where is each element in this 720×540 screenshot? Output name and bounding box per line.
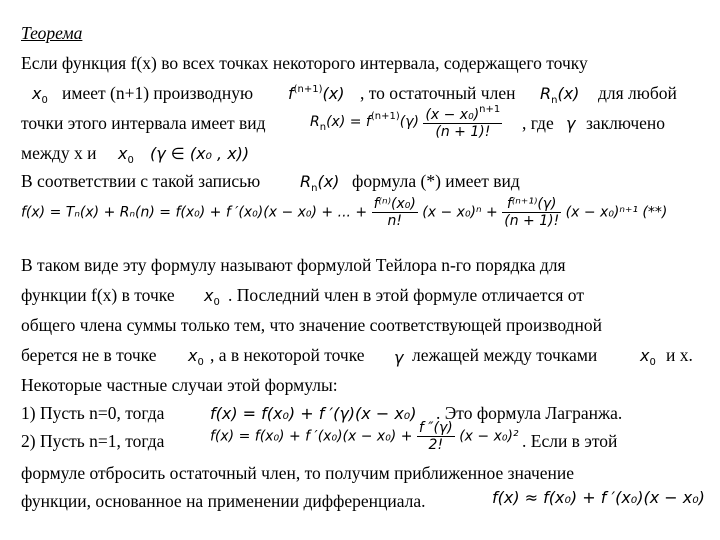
text-line-11: Некоторые частные случаи этой формулы: <box>21 375 338 395</box>
text-line-4: между x и <box>21 143 97 163</box>
formula-derivative-n1: $f^{(n+1)}(x)$ <box>288 84 345 103</box>
text-line-10d: и x. <box>666 345 693 365</box>
text-line-3b: , где <box>522 113 554 133</box>
formula-x0: $x_0$ <box>188 346 204 368</box>
text-line-7: В таком виде эту формулу называют формулой Тейлора n-го порядка для <box>21 255 566 275</box>
text-line-2b: , то остаточный член <box>360 83 516 103</box>
formula-interval: (γ ∈ (x₀ , x)) <box>150 144 250 163</box>
text-line-13b: . Если в этой <box>522 431 618 451</box>
formula-rn: $R_n(x)$ <box>300 172 340 194</box>
text-line-1: Если функция f(x) во всех точках некоторого интервала, содержащего точку <box>21 53 588 73</box>
text-line-2a: имеет (n+1) производную <box>62 83 254 103</box>
formula-taylor: f(x) = Tₙ(x) + Rₙ(n) = f(x₀) + f ′(x₀)(x − x₀) + ... + $\frac{\text{f⁽ⁿ⁾(x₀)}}{n!}$ (x − x₀)ⁿ + $\frac{\text{f⁽ⁿ⁺¹⁾(γ)}}{(n + 1)!}$ (x − x₀)ⁿ⁺¹ (**) <box>21 196 668 229</box>
text-line-10b: , а в некоторой точке <box>210 345 365 365</box>
text-line-13a: 2) Пусть n=1, тогда <box>21 431 165 451</box>
text-line-5a: В соответствии с такой записью <box>21 171 261 191</box>
formula-x0: $x_0$ <box>32 84 48 106</box>
formula-rn: $R_n(x)$ <box>540 84 580 106</box>
text-line-2c: для любой <box>598 83 677 103</box>
formula-x0: $x_0$ <box>204 286 220 308</box>
text-line-10c: лежащей между точками <box>412 345 598 365</box>
formula-approx: f(x) ≈ f(x₀) + f ′(x₀)(x − x₀) <box>492 488 705 507</box>
text-line-15: функции, основанное на применении дифференциала. <box>21 491 426 511</box>
text-line-12a: 1) Пусть n=0, тогда <box>21 403 165 423</box>
formula-gamma: γ <box>394 348 404 367</box>
formula-x0: $x_0$ <box>118 144 134 166</box>
text-line-8b: . Последний член в этой формуле отличается от <box>228 285 584 305</box>
formula-remainder: $R_n(x) = f^{(n+1)}(\gamma)$ $\frac{(x - x_0)^{n+1}}{(n + 1)!}$ <box>310 104 501 140</box>
text-line-10a: берется не в точке <box>21 345 157 365</box>
formula-x0: $x_0$ <box>640 346 656 368</box>
text-line-3a: точки этого интервала имеет вид <box>21 113 266 133</box>
formula-gamma: γ <box>566 114 576 133</box>
formula-lagrange: f(x) = f(x₀) + f ′(γ)(x − x₀) <box>210 404 417 423</box>
formula-taylor-n1: f(x) = f(x₀) + f ′(x₀)(x − x₀) + $\frac{f ''(\gamma)}{2!}$ (x − x₀)² <box>210 420 519 453</box>
text-line-3c: заключено <box>586 113 666 133</box>
text-line-5b: формула (*) имеет вид <box>352 171 520 191</box>
text-line-9: общего члена суммы только тем, что значение соответствующей производной <box>21 315 602 335</box>
text-line-8a: функции f(x) в точке <box>21 285 175 305</box>
text-line-12b: . Это формула Лагранжа. <box>436 403 623 423</box>
theorem-title: Теорема <box>21 23 83 43</box>
text-line-14: формуле отбросить остаточный член, то получим приближенное значение <box>21 463 575 483</box>
